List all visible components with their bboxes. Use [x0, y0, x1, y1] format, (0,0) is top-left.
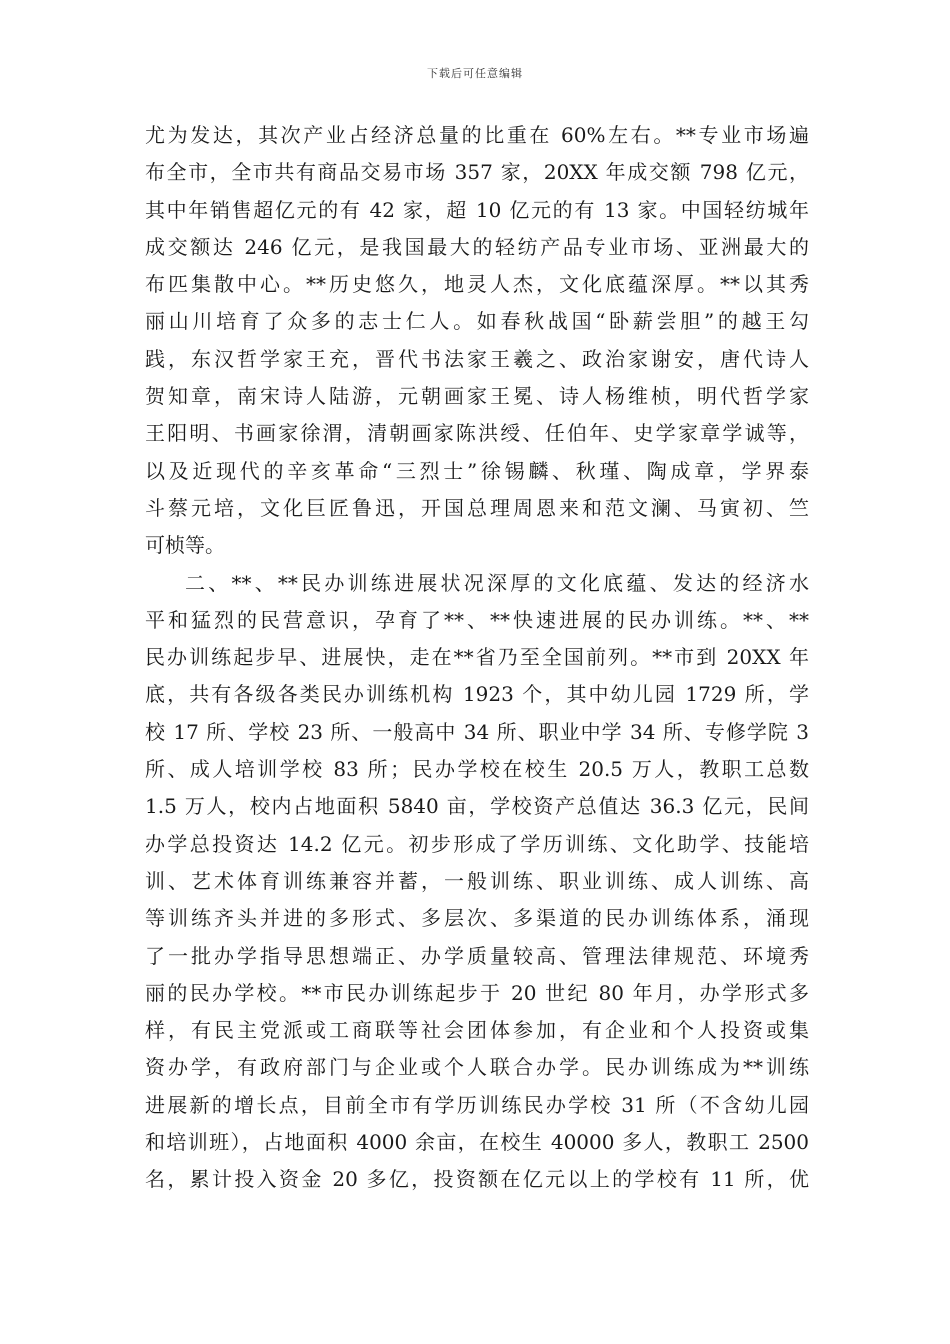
text-line: 成交额达 246 亿元，是我国最大的轻纺产品专业市场、亚洲最大的 [145, 234, 809, 259]
text-line: 所、成人培训学校 83 所；民办学校在校生 20.5 万人，教职工总数 [145, 757, 809, 782]
text-line: 尤为发达，其次产业占经济总量的比重在 60%左右。**专业市场遍 [145, 123, 809, 147]
text-line: 斗蔡元培，文化巨匠鲁迅，开国总理周恩来和范文澜、马寅初、竺 [145, 495, 809, 520]
text-line: 样，有民主党派或工商联等社会团体参加，有企业和个人投资或集 [145, 1018, 809, 1043]
text-line: 二、**、**民办训练进展状况深厚的文化底蕴、发达的经济水 [185, 570, 809, 595]
text-line: 底，共有各级各类民办训练机构 1923 个，其中幼儿园 1729 所，学 [145, 682, 809, 707]
paragraph-1 [145, 117, 809, 565]
text-line: 平和猛烈的民营意识，孕育了**、**快速进展的民办训练。**、** [145, 607, 809, 632]
text-line: 丽山川培育了众多的志士仁人。如春秋战国“卧薪尝胆”的越王勾 [145, 309, 809, 334]
text-line: 可桢等。 [145, 533, 225, 558]
text-line: 办学总投资达 14.2 亿元。初步形成了学历训练、文化助学、技能培 [145, 831, 809, 856]
document-body [145, 117, 809, 1199]
text-line: 其中年销售超亿元的有 42 家，超 10 亿元的有 13 家。中国轻纺城年 [145, 197, 809, 222]
text-line: 丽的民办学校。**市民办训练起步于 20 世纪 80 年月，办学形式多 [145, 980, 809, 1005]
text-line: 和培训班），占地面积 4000 余亩，在校生 40000 多人，教职工 2500 [145, 1130, 809, 1155]
text-line: 王阳明、书画家徐渭，清朝画家陈洪绶、任伯年、史学家章学诚等， [145, 421, 809, 446]
text-line: 民办训练起步早、进展快，走在**省乃至全国前列。**市到 20XX 年 [145, 645, 809, 670]
paragraph-2 [145, 565, 809, 1199]
text-line: 名，累计投入资金 20 多亿，投资额在亿元以上的学校有 11 所，优 [145, 1167, 809, 1192]
text-line: 以及近现代的辛亥革命“三烈士”徐锡麟、秋瑾、陶成章，学界泰 [145, 458, 809, 483]
text-line: 贺知章，南宋诗人陆游，元朝画家王冕、诗人杨维桢，明代哲学家 [145, 384, 809, 409]
text-line: 了一批办学指导思想端正、办学质量较高、管理法律规范、环境秀 [145, 943, 809, 968]
text-line: 训、艺术体育训练兼容并蓄，一般训练、职业训练、成人训练、高 [145, 868, 809, 893]
text-line: 布匹集散中心。**历史悠久，地灵人杰，文化底蕴深厚。**以其秀 [145, 272, 809, 297]
text-line: 等训练齐头并进的多形式、多层次、多渠道的民办训练体系，涌现 [145, 906, 809, 931]
text-line: 布全市，全市共有商品交易市场 357 家，20XX 年成交额 798 亿元， [145, 160, 809, 185]
page-header: 下载后可任意编辑 [427, 67, 523, 80]
text-line: 1.5 万人，校内占地面积 5840 亩，学校资产总值达 36.3 亿元，民间 [145, 794, 809, 819]
text-line: 进展新的增长点，目前全市有学历训练民办学校 31 所（不含幼儿园 [145, 1092, 809, 1117]
text-line: 践，东汉哲学家王充，晋代书法家王羲之、政治家谢安，唐代诗人 [145, 346, 809, 371]
text-line: 资办学，有政府部门与企业或个人联合办学。民办训练成为**训练 [145, 1055, 809, 1080]
text-line: 校 17 所、学校 23 所、一般高中 34 所、职业中学 34 所、专修学院 3 [145, 719, 809, 744]
